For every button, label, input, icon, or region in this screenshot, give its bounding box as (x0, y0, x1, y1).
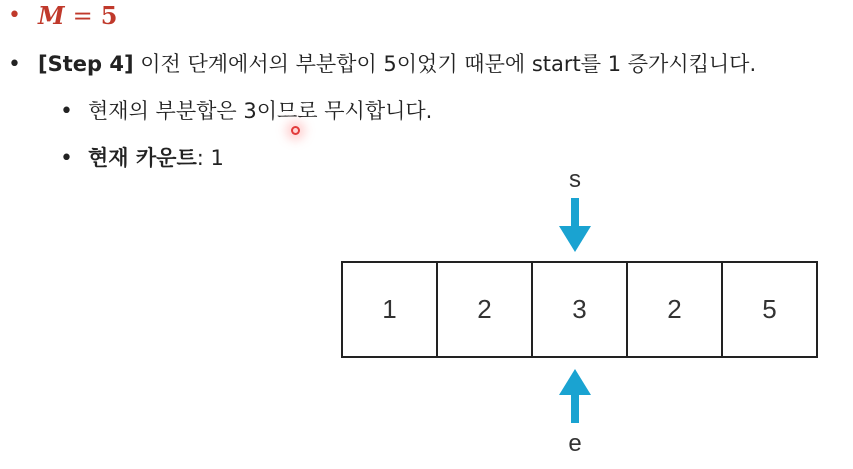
count-label: 현재 카운트 (88, 146, 197, 170)
bullet-marker: • (8, 52, 21, 77)
step-label: [Step 4] (38, 52, 134, 76)
array-cell: 2 (438, 263, 533, 356)
m-value: 5 (100, 1, 118, 30)
start-pointer-label: s (569, 166, 581, 193)
array-cell: 1 (343, 263, 438, 356)
end-pointer-label: e (568, 430, 582, 457)
end-arrow-icon (557, 367, 593, 423)
start-arrow-icon (557, 198, 593, 254)
sub-bullet-marker: • (60, 146, 73, 171)
step-text: 이전 단계에서의 부분합이 5이었기 때문에 start를 1 증가시킵니다. (133, 52, 757, 76)
m-equation (38, 1, 118, 30)
laser-pointer-cursor (291, 126, 300, 135)
sub-bullet-marker: • (60, 99, 73, 124)
count-value: : 1 (196, 146, 224, 170)
array-cell: 5 (762, 294, 777, 324)
array-cell: 3 (533, 263, 628, 356)
array-box (341, 261, 818, 358)
sub-bullet-1: 현재의 부분합은 3이므로 무시합니다. (88, 99, 433, 123)
equals-sign: = (72, 2, 93, 30)
bullet-marker: • (8, 3, 21, 28)
step-line (38, 54, 756, 75)
sub-bullet-2 (88, 148, 224, 169)
m-variable: M (38, 1, 65, 30)
array-cell: 2 (628, 263, 723, 356)
